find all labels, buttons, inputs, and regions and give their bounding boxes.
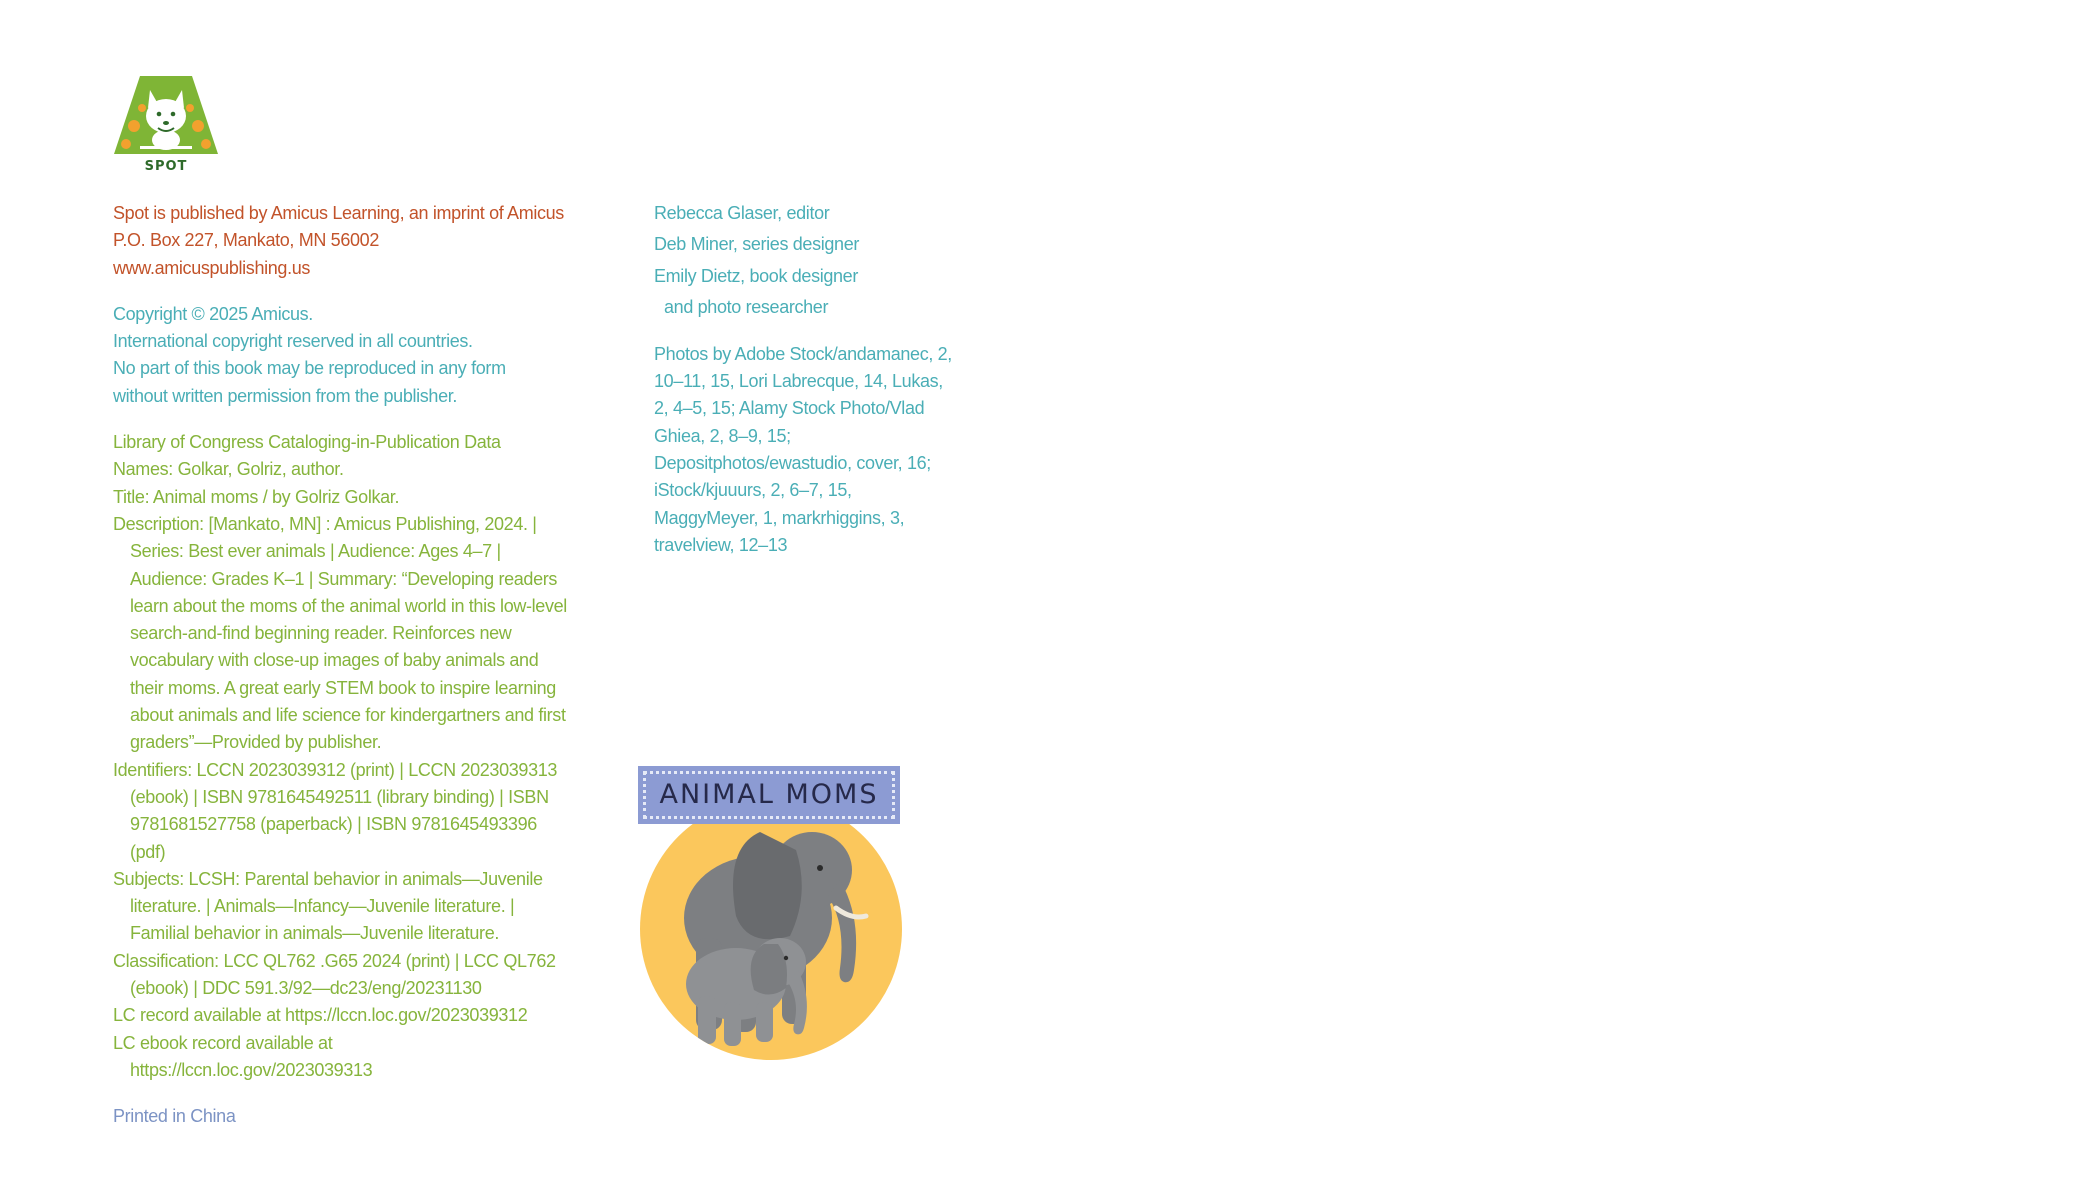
- cip-names: Names: Golkar, Golriz, author.: [113, 459, 344, 480]
- publisher-website-link[interactable]: www.amicuspublishing.us: [113, 257, 311, 278]
- credit-photo-researcher: and photo researcher: [664, 297, 829, 318]
- copyright-permission: without written permission from the publisher.: [113, 385, 458, 406]
- copyright-intl: International copyright reserved in all countries.: [113, 331, 473, 352]
- cip-identifiers: Identifiers: LCCN 2023039312 (print) | LCCN 2023039313 (ebook) | ISBN 9781645492511 (library binding) | ISBN 9781681527758 (paperback) | ISBN 9781645493396 (pdf): [113, 759, 558, 862]
- copyright-reproduction: No part of this book may be reproduced in any form: [113, 358, 506, 379]
- cover-title-banner: [638, 766, 900, 824]
- credit-series-designer: Deb Miner, series designer: [654, 234, 860, 255]
- copyright-block: [113, 301, 573, 410]
- photo-credits: Photos by Adobe Stock/andamanec, 2, 10–11, 15, Lori Labrecque, 14, Lukas, 2, 4–5, 15; Alamy Stock Photo/Vlad Ghiea, 2, 8–9, 15; Depositphotos/ewastudio, cover, 16; iStock/kjuuurs, 2, 6–7, 15, MaggyMeyer, 1, markrhiggins, 3, travelview, 12–13: [654, 343, 952, 555]
- printed-in: Printed in China: [113, 1106, 236, 1127]
- cip-title: Title: Animal moms / by Golriz Golkar.: [113, 486, 400, 507]
- cip-heading: Library of Congress Cataloging-in-Publication Data: [113, 432, 501, 453]
- cover-title: ANIMAL MOMS: [659, 779, 879, 810]
- publisher-block: [113, 200, 573, 282]
- publisher-line: Spot is published by Amicus Learning, an imprint of Amicus: [113, 203, 564, 223]
- spot-logo: [112, 74, 220, 176]
- right-column: [654, 200, 954, 559]
- credit-editor: Rebecca Glaser, editor: [654, 203, 830, 223]
- cip-lc-ebook-record: LC ebook record available at https://lccn.loc.gov/2023039313: [113, 1032, 373, 1080]
- cip-block: [113, 429, 573, 1084]
- cip-classification: Classification: LCC QL762 .G65 2024 (print) | LCC QL762 (ebook) | DDC 591.3/92—dc23/eng/20231130: [113, 950, 556, 999]
- cip-lc-record: LC record available at https://lccn.loc.gov/2023039312: [113, 1005, 528, 1026]
- cover-circle: [640, 798, 902, 1060]
- publisher-address: P.O. Box 227, Mankato, MN 56002: [113, 230, 379, 251]
- copyright-line: Copyright © 2025 Amicus.: [113, 303, 313, 324]
- credit-book-designer: Emily Dietz, book designer: [654, 265, 858, 286]
- elephant-illustration: [640, 798, 902, 1060]
- book-cover-thumbnail: [638, 766, 904, 1062]
- cip-subjects: Subjects: LCSH: Parental behavior in animals—Juvenile literature. | Animals—Infancy—Juvenile literature. | Familial behavior in animals—Juvenile literature.: [113, 868, 543, 944]
- left-column: [113, 200, 573, 1131]
- spot-logo-label: SPOT: [144, 159, 188, 174]
- cip-description: Description: [Mankato, MN] : Amicus Publishing, 2024. | Series: Best ever animals | Audience: Ages 4–7 | Audience: Grades K–1 | Summary: “Developing readers learn about the moms of the animal world in this low-level search-and-find beginning reader. Reinforces new vocabulary with close-up images of baby animals and their moms. A great early STEM book to inspire learning about animals and life science for kindergartners and first graders”—Provided by publisher.: [113, 513, 567, 753]
